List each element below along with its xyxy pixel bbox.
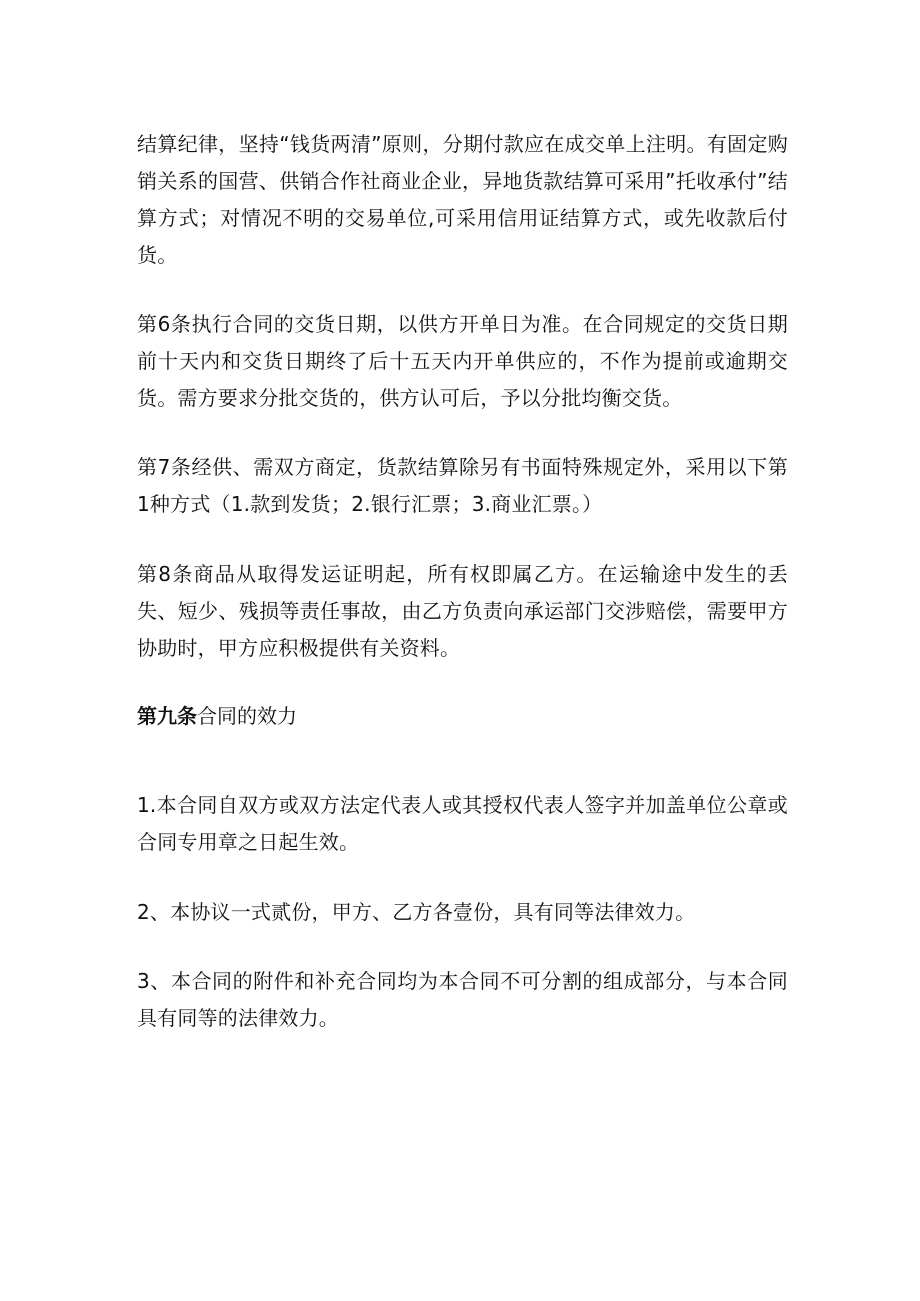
clause-1: 1.本合同自双方或双方法定代表人或其授权代表人签字并加盖单位公章或合同专用章之日起生效。 — [137, 793, 788, 854]
paragraph-article-7: 第7条经供、需双方商定，货款结算除另有书面特殊规定外，采用以下第1种方式（1.款到发货；2.银行汇票；3.商业汇票。） — [137, 455, 788, 516]
paragraph-settlement-discipline: 结算纪律，坚持“钱货两清”原则，分期付款应在成交单上注明。有固定购销关系的国营、供销合作社商业企业，异地货款结算可采用”托收承付”结算方式；对情况不明的交易单位,可采用信用证结算方式，或先收款后付货。 — [137, 132, 788, 267]
paragraph-article-6: 第6条执行合同的交货日期，以供方开单日为准。在合同规定的交货日期前十天内和交货日期终了后十五天内开单供应的，不作为提前或逾期交货。需方要求分批交货的，供方认可后，予以分批均衡交货。 — [137, 312, 788, 410]
clause-2: 2、本协议一式贰份，甲方、乙方各壹份，具有同等法律效力。 — [137, 900, 696, 924]
clause-3: 3、本合同的附件和补充合同均为本合同不可分割的组成部分，与本合同具有同等的法律效力。 — [137, 969, 788, 1030]
article-9-title: 合同的效力 — [197, 704, 297, 728]
article-9-number: 第九条 — [137, 704, 197, 728]
paragraph-article-8: 第8条商品从取得发运证明起，所有权即属乙方。在运输途中发生的丢失、短少、残损等责任事故，由乙方负责向承运部门交涉赔偿，需要甲方协助时，甲方应积极提供有关资料。 — [137, 562, 788, 660]
article-9-heading — [137, 698, 788, 735]
